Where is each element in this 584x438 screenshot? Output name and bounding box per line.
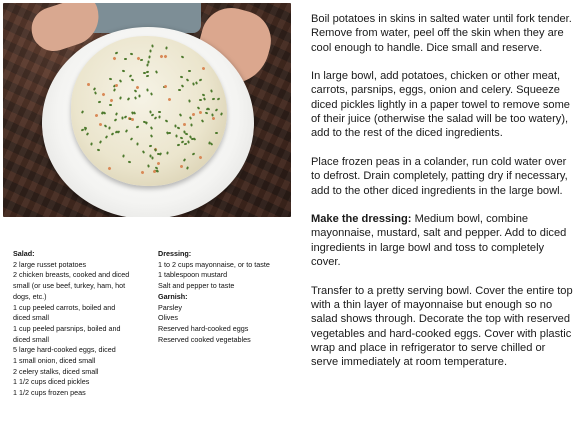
vegetable-speck	[95, 114, 99, 118]
vegetable-speck	[152, 169, 156, 173]
parsley-fleck	[129, 138, 132, 142]
instruction-step-4	[311, 212, 575, 269]
parsley-fleck	[157, 111, 160, 113]
parsley-fleck	[220, 112, 223, 116]
parsley-fleck	[191, 153, 195, 156]
salad-photo	[3, 3, 291, 217]
instruction-step-5: Transfer to a pretty serving bowl. Cover the entire top with a thin layer of mayonnaise but enough so no salad shows through. Decorate the top with reserved vegetables and hard-cooked eggs. Cover with plastic wrap and place in refrigerator to serve chilled or serve immediately at room temperature.	[311, 284, 573, 369]
ingredient-line: 1 1/2 cups diced pickles	[13, 377, 90, 387]
ingredient-line: 1 1/2 cups frozen peas	[13, 388, 86, 398]
parsley-fleck	[186, 166, 189, 170]
vegetable-speck	[156, 162, 160, 166]
instruction-step-3: Place frozen peas in a colander, run cold water over to defrost. Drain completely, patting dry if necessary, add to the other diced ingredients in the large bowl.	[311, 155, 568, 197]
parsley-fleck	[146, 75, 149, 77]
dressing-heading: Dressing:	[158, 249, 192, 258]
parsley-fleck	[185, 132, 188, 135]
vegetable-speck	[102, 93, 106, 97]
vegetable-speck	[212, 117, 216, 121]
vegetable-speck	[163, 54, 167, 58]
parsley-fleck	[176, 134, 178, 137]
parsley-fleck	[149, 145, 152, 147]
instructions	[311, 12, 575, 384]
parsley-fleck	[149, 154, 151, 157]
ingredient-line: Reserved hard-cooked eggs	[158, 323, 249, 333]
vegetable-speck	[199, 111, 202, 114]
vegetable-speck	[163, 85, 167, 89]
parsley-fleck	[114, 118, 118, 121]
parsley-fleck	[95, 91, 98, 95]
salad-heading: Salad:	[13, 249, 35, 258]
ingredient-line: small (or use beef, turkey, ham, hot	[13, 281, 126, 291]
parsley-fleck	[125, 129, 128, 133]
parsley-fleck	[150, 49, 152, 52]
ingredient-line: Olives	[158, 313, 178, 323]
parsley-fleck	[134, 96, 137, 99]
ingredient-line: 5 large hard-cooked eggs, diced	[13, 345, 116, 355]
parsley-fleck	[183, 158, 186, 162]
parsley-fleck	[109, 104, 112, 106]
parsley-fleck	[150, 126, 153, 130]
parsley-fleck	[90, 143, 93, 146]
parsley-fleck	[140, 59, 143, 61]
parsley-fleck	[178, 89, 181, 91]
parsley-fleck	[210, 90, 213, 93]
ingredient-line: diced small	[13, 313, 49, 323]
parsley-fleck	[151, 156, 153, 159]
vegetable-speck	[87, 83, 90, 86]
ingredient-line: diced small	[13, 334, 49, 344]
parsley-fleck	[109, 77, 112, 79]
parsley-fleck	[188, 70, 191, 72]
ingredient-line: dogs, etc.)	[13, 291, 47, 301]
parsley-fleck	[134, 89, 138, 92]
parsley-fleck	[108, 126, 110, 129]
parsley-fleck	[137, 142, 139, 145]
vegetable-speck	[183, 123, 186, 126]
parsley-fleck	[96, 149, 99, 152]
parsley-fleck	[165, 119, 169, 122]
parsley-fleck	[209, 142, 213, 145]
parsley-fleck	[142, 151, 145, 155]
vegetable-speck	[99, 123, 103, 127]
ingredient-line: 1 tablespoon mustard	[158, 270, 228, 280]
vegetable-speck	[109, 99, 113, 103]
instruction-step-2: In large bowl, add potatoes, chicken or other meat, carrots, parsnips, eggs, onion and celery. Squeeze diced pickles lightly in a paper towel to remove some of their juice (otherwise the salad will be too watery), add to the rest of the diced ingredients.	[311, 70, 570, 140]
vegetable-speck	[135, 85, 139, 89]
garnish-heading: Garnish:	[158, 291, 188, 301]
parsley-fleck	[155, 70, 158, 74]
parsley-fleck	[207, 107, 211, 110]
parsley-fleck	[139, 95, 141, 98]
parsley-fleck	[211, 98, 214, 101]
parsley-fleck	[150, 92, 153, 95]
ingredient-line: 1 cup peeled carrots, boiled and	[13, 302, 116, 312]
parsley-fleck	[85, 133, 88, 137]
vegetable-speck	[192, 112, 196, 116]
ingredient-line: 1 cup peeled parsnips, boiled and	[13, 323, 121, 333]
parsley-fleck	[180, 136, 183, 139]
parsley-fleck	[191, 138, 194, 140]
parsley-fleck	[199, 98, 202, 100]
parsley-fleck	[126, 97, 129, 101]
parsley-fleck	[98, 101, 101, 104]
parsley-fleck	[158, 115, 160, 118]
parsley-fleck	[98, 140, 101, 144]
parsley-fleck	[179, 114, 182, 118]
dressing-step-text: Medium bowl, combine mayonnaise, mustard, salt and pepper. Add to diced ingredients in large bowl and toss to completely cover.	[311, 213, 567, 269]
parsley-fleck	[185, 79, 189, 82]
vegetable-speck	[180, 165, 184, 169]
parsley-fleck	[150, 134, 153, 138]
parsley-fleck	[147, 64, 149, 67]
salad-ingredients	[13, 249, 145, 399]
ingredient-line: Parsley	[158, 302, 182, 312]
ingredient-line: Salt and pepper to taste	[158, 281, 235, 291]
ingredient-line: 2 chicken breasts, cooked and diced	[13, 270, 130, 280]
parsley-fleck	[203, 97, 206, 101]
vegetable-speck	[201, 67, 205, 71]
parsley-fleck	[216, 97, 220, 100]
parsley-fleck	[119, 79, 122, 83]
parsley-fleck	[124, 58, 127, 60]
parsley-fleck	[113, 88, 116, 92]
vegetable-speck	[114, 83, 118, 87]
ingredient-line: 1 to 2 cups mayonnaise, or to taste	[158, 259, 270, 269]
parsley-fleck	[146, 71, 149, 74]
ingredient-line: 1 small onion, diced small	[13, 356, 96, 366]
parsley-fleck	[167, 152, 169, 155]
parsley-fleck	[130, 53, 133, 56]
parsley-fleck	[147, 60, 149, 63]
vegetable-speck	[198, 155, 202, 159]
vegetable-speck	[108, 166, 112, 170]
parsley-fleck	[84, 126, 87, 129]
parsley-fleck	[201, 94, 205, 97]
vegetable-speck	[167, 98, 171, 102]
parsley-fleck	[205, 112, 208, 115]
parsley-fleck	[181, 84, 185, 88]
parsley-fleck	[189, 116, 192, 120]
parsley-fleck	[131, 78, 135, 81]
parsley-fleck	[147, 164, 150, 167]
parsley-fleck	[128, 161, 131, 164]
parsley-fleck	[103, 124, 107, 128]
parsley-fleck	[148, 55, 150, 58]
parsley-fleck	[188, 140, 191, 143]
parsley-fleck	[131, 111, 134, 115]
vegetable-speck	[131, 118, 134, 121]
ingredient-line: Reserved cooked vegetables	[158, 334, 251, 344]
parsley-fleck	[136, 125, 140, 128]
dressing-step-heading: Make the dressing:	[311, 213, 412, 226]
parsley-fleck	[215, 108, 219, 112]
parsley-fleck	[115, 112, 118, 116]
parsley-fleck	[200, 119, 203, 123]
parsley-fleck	[105, 135, 108, 139]
parsley-fleck	[143, 72, 146, 74]
parsley-fleck	[198, 79, 202, 82]
frosted-salad	[71, 36, 227, 186]
dressing-garnish-ingredients	[158, 249, 288, 345]
parsley-fleck	[115, 51, 119, 54]
ingredient-line: 2 large russet potatoes	[13, 259, 87, 269]
parsley-fleck	[146, 88, 148, 91]
parsley-fleck	[154, 116, 158, 120]
parsley-fleck	[151, 114, 155, 117]
parsley-fleck	[191, 124, 193, 127]
parsley-fleck	[184, 142, 187, 144]
parsley-fleck	[215, 132, 218, 134]
parsley-fleck	[124, 115, 128, 118]
parsley-fleck	[122, 70, 125, 73]
vegetable-speck	[160, 54, 164, 58]
parsley-fleck	[177, 127, 181, 130]
ingredient-line: 2 celery stalks, diced small	[13, 366, 99, 376]
parsley-fleck	[180, 76, 183, 79]
instruction-step-1: Boil potatoes in skins in salted water until fork tender. Remove from water, peel off the skin when they are cool enough to handle. Dice small and reserve.	[311, 13, 572, 54]
parsley-fleck	[151, 44, 153, 47]
parsley-fleck	[181, 55, 185, 58]
parsley-fleck	[196, 106, 200, 109]
parsley-fleck	[111, 132, 115, 135]
parsley-fleck	[188, 99, 191, 102]
parsley-fleck	[119, 97, 122, 100]
parsley-fleck	[81, 111, 84, 115]
parsley-fleck	[177, 144, 180, 147]
parsley-fleck	[165, 46, 167, 49]
parsley-fleck	[129, 74, 133, 78]
vegetable-speck	[113, 56, 117, 60]
parsley-fleck	[196, 81, 199, 84]
parsley-fleck	[122, 155, 125, 158]
vegetable-speck	[140, 170, 144, 174]
